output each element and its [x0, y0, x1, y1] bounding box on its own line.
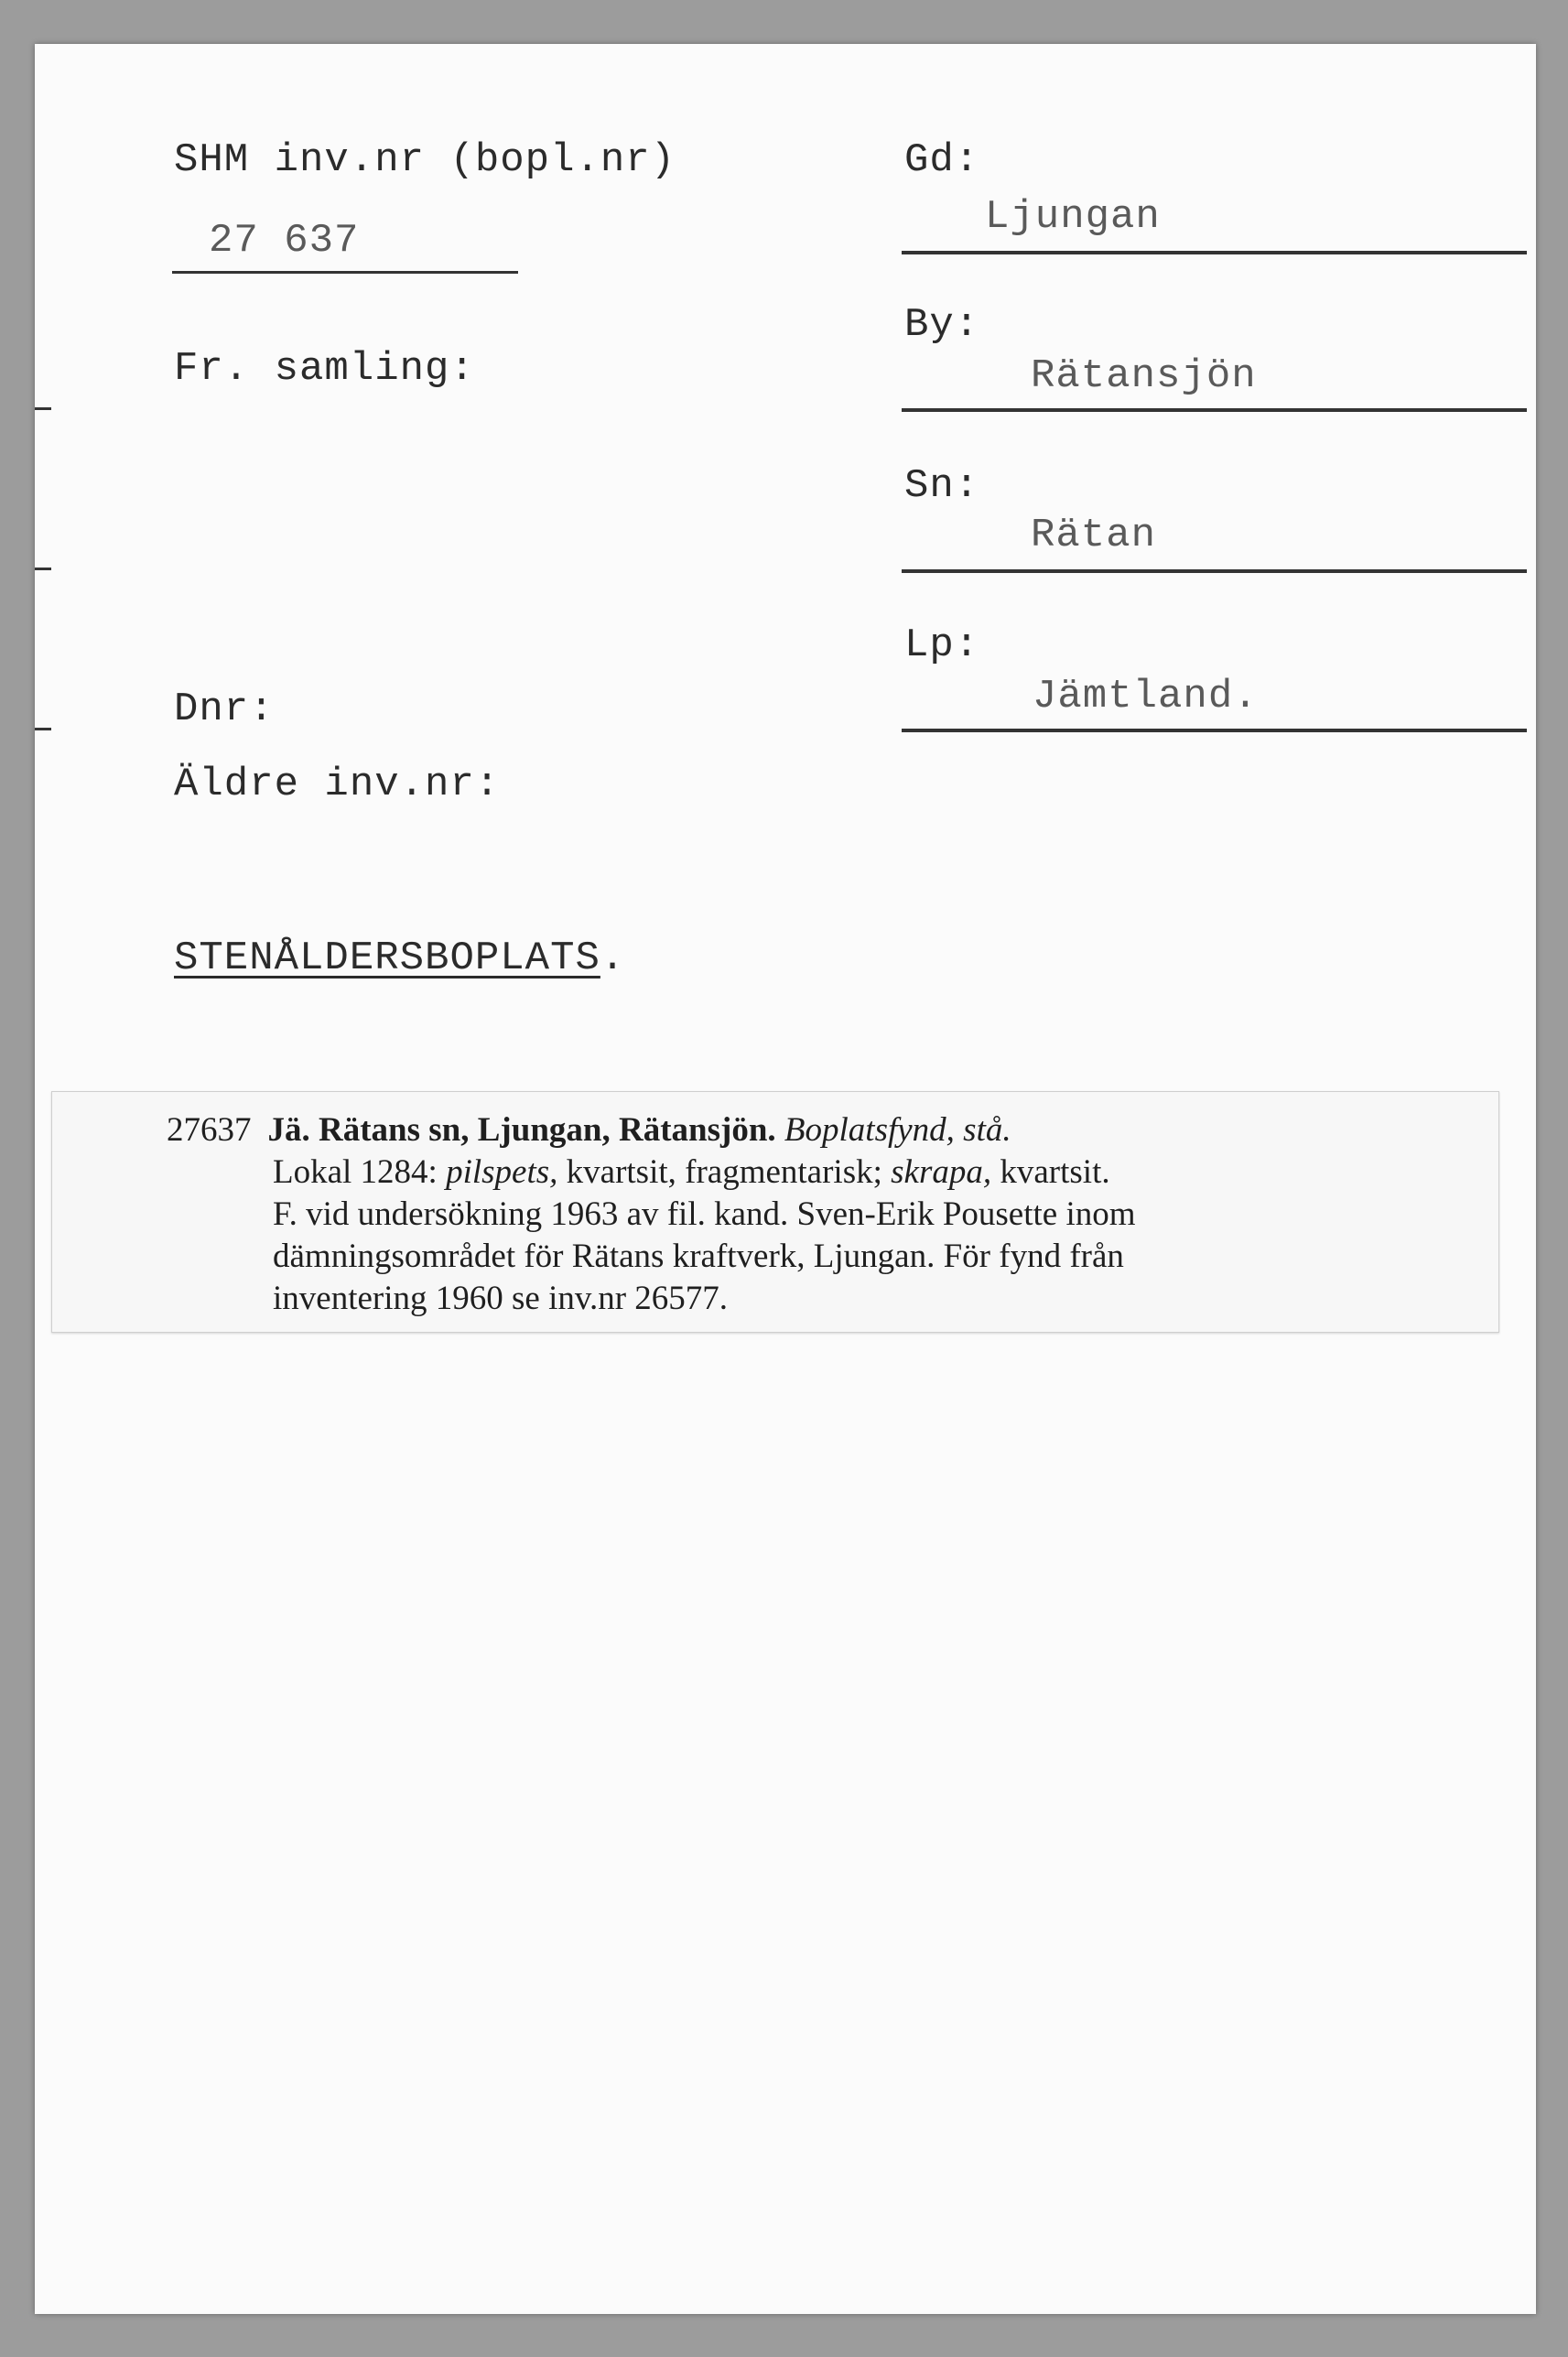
label-locality: Jä. Rätans sn, Ljungan, Rätansjön. — [267, 1111, 776, 1149]
label-object-2: skrapa, — [891, 1153, 992, 1191]
gd-label: Gd: — [904, 137, 980, 183]
by-rule — [902, 408, 1527, 412]
dnr-label: Dnr: — [174, 687, 275, 732]
label-type: Boplatsfynd, stå. — [784, 1111, 1011, 1149]
label-material-2: kvartsit. — [1000, 1153, 1110, 1191]
sn-value: Rätan — [1031, 513, 1157, 558]
label-line-5: inventering 1960 se inv.nr 26577. — [273, 1280, 729, 1317]
margin-tick — [35, 728, 51, 730]
lp-rule — [902, 729, 1527, 732]
label-line-2 — [167, 1151, 1384, 1194]
label-number: 27637 — [167, 1111, 252, 1149]
label-lokal: Lokal 1284: — [273, 1153, 438, 1191]
inv-number: 27 637 — [209, 218, 360, 264]
label-line-1 — [167, 1109, 1384, 1151]
category-text: STENÅLDERSBOPLATS — [174, 935, 600, 981]
inv-number-underline — [172, 271, 518, 274]
by-value: Rätansjön — [1031, 353, 1257, 399]
label-line-3: F. vid undersökning 1963 av fil. kand. Sven-Erik Pousette inom — [273, 1195, 1136, 1233]
sn-rule — [902, 569, 1527, 573]
inv-label: SHM inv.nr (bopl.nr) — [174, 137, 676, 183]
label-object-1: pilspets, — [446, 1153, 558, 1191]
margin-tick — [35, 407, 51, 410]
gd-rule — [902, 251, 1527, 254]
label-material-1: kvartsit, fragmentarisk; — [566, 1153, 882, 1191]
margin-tick — [35, 568, 51, 570]
pasted-label-text — [167, 1109, 1384, 1320]
category-dot: . — [600, 935, 626, 981]
by-label: By: — [904, 302, 980, 348]
label-line-4: dämningsområdet för Rätans kraftverk, Ljungan. För fynd från — [273, 1238, 1124, 1275]
lp-label: Lp: — [904, 622, 980, 668]
sn-label: Sn: — [904, 463, 980, 509]
fr-samling-label: Fr. samling: — [174, 346, 475, 392]
lp-value: Jämtland. — [1033, 674, 1259, 719]
aldre-inv-label: Äldre inv.nr: — [174, 762, 501, 807]
category-heading — [174, 935, 625, 981]
gd-value: Ljungan — [985, 194, 1161, 240]
